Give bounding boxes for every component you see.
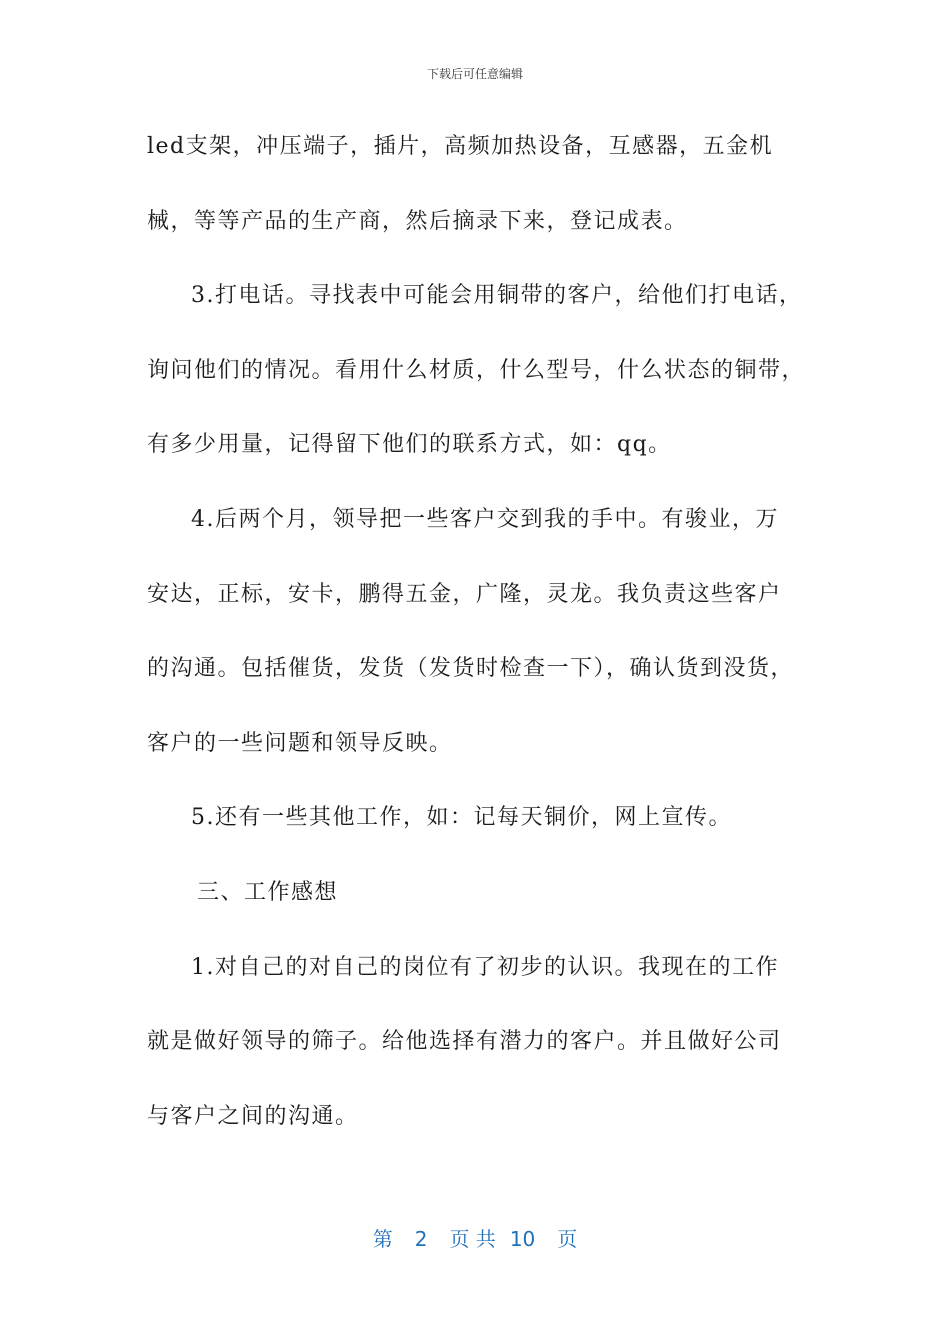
footer-suffix: 页 bbox=[557, 1227, 578, 1251]
current-page-number: 2 bbox=[414, 1227, 428, 1251]
total-pages-number: 10 bbox=[509, 1227, 536, 1251]
blank-line bbox=[147, 240, 817, 277]
blank-line bbox=[147, 986, 817, 1023]
footer-prefix: 第 bbox=[372, 1227, 393, 1251]
paragraph-start: 5.还有一些其他工作，如：记每天铜价，网上宣传。 bbox=[191, 805, 732, 831]
blank-line bbox=[147, 314, 817, 351]
blank-line bbox=[147, 687, 817, 724]
text-line: led支架，冲压端子，插片，高频加热设备，互感器，五金机 bbox=[147, 134, 774, 159]
text-line: 械，等等产品的生产商，然后摘录下来，登记成表。 bbox=[147, 208, 688, 234]
text-line: 的沟通。包括催货，发货（发货时检查一下），确认货到没货， bbox=[147, 656, 795, 682]
page-footer bbox=[0, 1226, 950, 1252]
section-heading: 三、工作感想 bbox=[197, 879, 339, 905]
blank-line bbox=[147, 837, 817, 874]
blank-line bbox=[147, 165, 817, 202]
paragraph-start: 4.后两个月，领导把一些客户交到我的手中。有骏业，万 bbox=[191, 506, 779, 532]
blank-line bbox=[147, 911, 817, 948]
blank-line bbox=[147, 389, 817, 426]
text-line: 询问他们的情况。看用什么材质，什么型号，什么状态的铜带， bbox=[147, 357, 806, 383]
page-header: 下载后可任意编辑 bbox=[426, 67, 523, 81]
document-body bbox=[147, 128, 817, 1135]
blank-line bbox=[147, 538, 817, 575]
text-line: 有多少用量，记得留下他们的联系方式，如：qq。 bbox=[147, 432, 672, 458]
paragraph-start: 3.打电话。寻找表中可能会用铜带的客户，给他们打电话， bbox=[191, 283, 803, 309]
blank-line bbox=[147, 1060, 817, 1097]
footer-middle: 页 共 bbox=[449, 1227, 496, 1251]
text-line: 安达，正标，安卡，鹏得五金，广隆，灵龙。我负责这些客户 bbox=[147, 581, 782, 607]
text-line: 与客户之间的沟通。 bbox=[147, 1103, 359, 1129]
blank-line bbox=[147, 464, 817, 501]
text-line: 客户的一些问题和领导反映。 bbox=[147, 730, 453, 756]
text-line: 就是做好领导的筛子。给他选择有潜力的客户。并且做好公司 bbox=[147, 1029, 782, 1055]
blank-line bbox=[147, 613, 817, 650]
paragraph-start: 1.对自己的对自己的岗位有了初步的认识。我现在的工作 bbox=[191, 954, 779, 980]
blank-line bbox=[147, 762, 817, 799]
